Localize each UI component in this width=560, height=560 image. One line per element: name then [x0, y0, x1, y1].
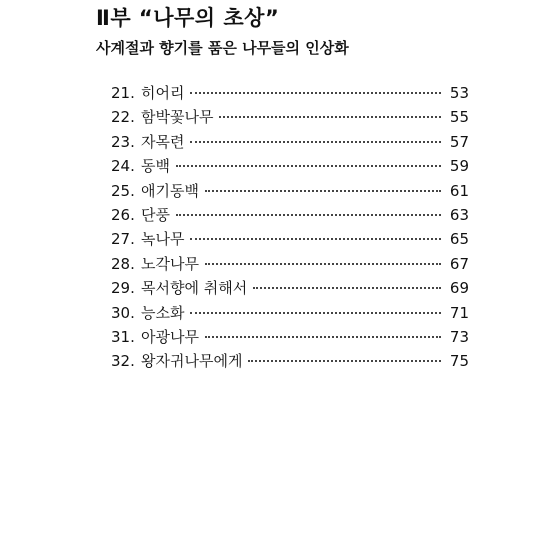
toc-entry-page: 65 — [449, 230, 469, 249]
toc-entry-title: 왕자귀나무에게 — [141, 352, 243, 371]
toc-entry-number: 26. — [111, 205, 135, 224]
toc-entry — [111, 302, 469, 326]
toc-entry — [111, 180, 469, 204]
dot-leader — [253, 287, 441, 289]
toc-entry-title: 아광나무 — [141, 327, 199, 346]
toc-entry-page: 57 — [449, 132, 469, 151]
toc-entry-page: 53 — [449, 84, 469, 102]
toc-entry-page: 61 — [449, 181, 469, 200]
toc-entry-page: 71 — [449, 303, 469, 322]
toc-entry-title: 애기동백 — [141, 181, 199, 200]
toc-entry — [111, 350, 469, 374]
toc-entry — [111, 155, 469, 179]
toc-entry-title: 노각나무 — [141, 254, 199, 273]
toc-entry-number: 30. — [111, 303, 135, 322]
dot-leader — [190, 238, 441, 240]
toc-entry-number: 27. — [111, 230, 135, 249]
toc-entry-page: 63 — [449, 205, 469, 224]
toc-entry-title: 히어리 — [141, 84, 185, 102]
toc-entry-title: 목서향에 취해서 — [141, 279, 248, 298]
table-of-contents — [111, 82, 469, 375]
dot-leader — [205, 263, 441, 265]
dot-leader — [248, 360, 441, 362]
toc-entry — [111, 228, 469, 252]
toc-entry-page: 69 — [449, 279, 469, 298]
toc-entry-page: 59 — [449, 157, 469, 176]
toc-entry-number: 22. — [111, 108, 135, 127]
toc-entry-title: 단풍 — [141, 205, 170, 224]
toc-entry — [111, 204, 469, 228]
toc-entry-page: 67 — [449, 254, 469, 273]
toc-entry-page: 75 — [449, 352, 469, 371]
dot-leader — [205, 336, 441, 338]
toc-entry-number: 28. — [111, 254, 135, 273]
dot-leader — [219, 116, 441, 118]
dot-leader — [176, 165, 441, 167]
toc-entry — [111, 106, 469, 130]
toc-entry-title: 능소화 — [141, 303, 185, 322]
toc-entry-page: 55 — [449, 108, 469, 127]
dot-leader — [205, 190, 441, 192]
dot-leader — [190, 92, 441, 94]
toc-entry-number: 31. — [111, 327, 135, 346]
part-title: Ⅱ부 “나무의 초상” — [96, 6, 280, 30]
toc-entry-page: 73 — [449, 327, 469, 346]
toc-entry — [111, 326, 469, 350]
toc-entry-title: 동백 — [141, 157, 170, 176]
toc-entry — [111, 277, 469, 301]
toc-entry — [111, 131, 469, 155]
toc-entry — [111, 82, 469, 106]
toc-entry-number: 23. — [111, 132, 135, 151]
dot-leader — [176, 214, 441, 216]
toc-entry-number: 25. — [111, 181, 135, 200]
toc-entry-title: 함박꽃나무 — [141, 108, 214, 127]
toc-entry-number: 21. — [111, 84, 135, 102]
toc-entry-number: 24. — [111, 157, 135, 176]
toc-entry-title: 녹나무 — [141, 230, 185, 249]
dot-leader — [190, 141, 441, 143]
toc-entry — [111, 253, 469, 277]
toc-entry-number: 29. — [111, 279, 135, 298]
section-subtitle: 사계절과 향기를 품은 나무들의 인상화 — [96, 39, 349, 57]
toc-entry-title: 자목련 — [141, 132, 185, 151]
toc-entry-number: 32. — [111, 352, 135, 371]
dot-leader — [190, 312, 441, 314]
